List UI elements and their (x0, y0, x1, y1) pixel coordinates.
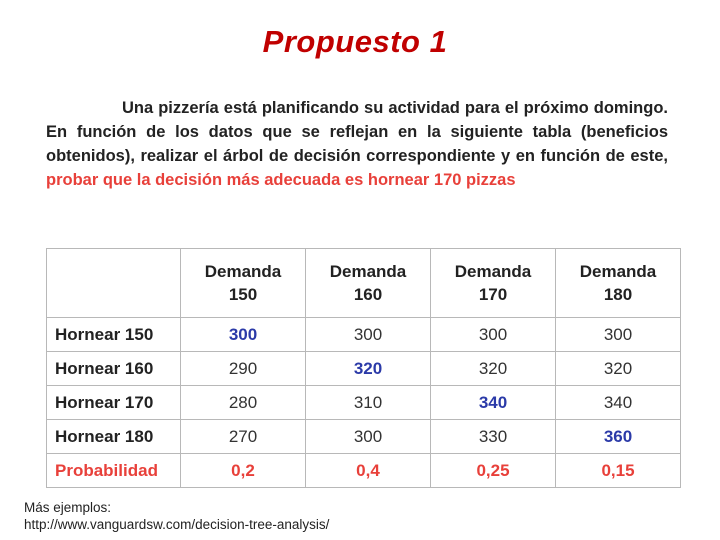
footer-link[interactable]: http://www.vanguardsw.com/decision-tree-analysis/ (24, 517, 330, 532)
probability-row (47, 454, 681, 488)
header-demand-170 (431, 249, 556, 318)
header-row (47, 249, 681, 318)
header-label: Demanda (454, 262, 532, 281)
slide-title: Propuesto 1 (262, 24, 448, 59)
table-cell: 270 (181, 420, 306, 454)
table-cell: 320 (306, 352, 431, 386)
footer-note (24, 499, 329, 533)
probability-cell: 0,2 (181, 454, 306, 488)
problem-highlight: probar que la decisión más adecuada es hornear 170 pizzas (46, 171, 516, 189)
header-value: 160 (353, 285, 383, 304)
probability-cell: 0,15 (556, 454, 681, 488)
header-demand-180 (556, 249, 681, 318)
table-cell: 290 (181, 352, 306, 386)
probability-label: Probabilidad (47, 454, 181, 488)
corner-cell (47, 249, 181, 318)
table-cell: 300 (306, 318, 431, 352)
footer-caption: Más ejemplos: (24, 500, 112, 515)
probability-cell: 0,25 (431, 454, 556, 488)
row-label: Hornear 180 (47, 420, 181, 454)
header-value: 150 (228, 285, 258, 304)
header-demand-150 (181, 249, 306, 318)
row-label: Hornear 170 (47, 386, 181, 420)
header-label: Demanda (579, 262, 657, 281)
table-cell: 360 (556, 420, 681, 454)
table-row (47, 318, 681, 352)
table-row (47, 386, 681, 420)
header-label: Demanda (204, 262, 282, 281)
table-cell: 300 (306, 420, 431, 454)
problem-statement (46, 96, 668, 192)
header-demand-160 (306, 249, 431, 318)
table-cell: 330 (431, 420, 556, 454)
row-label: Hornear 160 (47, 352, 181, 386)
table-cell: 300 (556, 318, 681, 352)
header-label: Demanda (329, 262, 407, 281)
table-cell: 300 (431, 318, 556, 352)
table-cell: 280 (181, 386, 306, 420)
table-cell: 310 (306, 386, 431, 420)
table-row (47, 420, 681, 454)
table-cell: 340 (431, 386, 556, 420)
table-cell: 340 (556, 386, 681, 420)
table-cell: 300 (181, 318, 306, 352)
header-value: 170 (478, 285, 508, 304)
table-cell: 320 (431, 352, 556, 386)
table-row (47, 352, 681, 386)
problem-text: Una pizzería está planificando su actividad para el próximo domingo. En función de los datos que se reflejan en la siguiente tabla (beneficios obtenidos), realizar el árbol de decisión correspondiente y en función de este, (46, 99, 668, 165)
profit-table (46, 248, 681, 488)
row-label: Hornear 150 (47, 318, 181, 352)
header-value: 180 (603, 285, 633, 304)
probability-cell: 0,4 (306, 454, 431, 488)
table-cell: 320 (556, 352, 681, 386)
